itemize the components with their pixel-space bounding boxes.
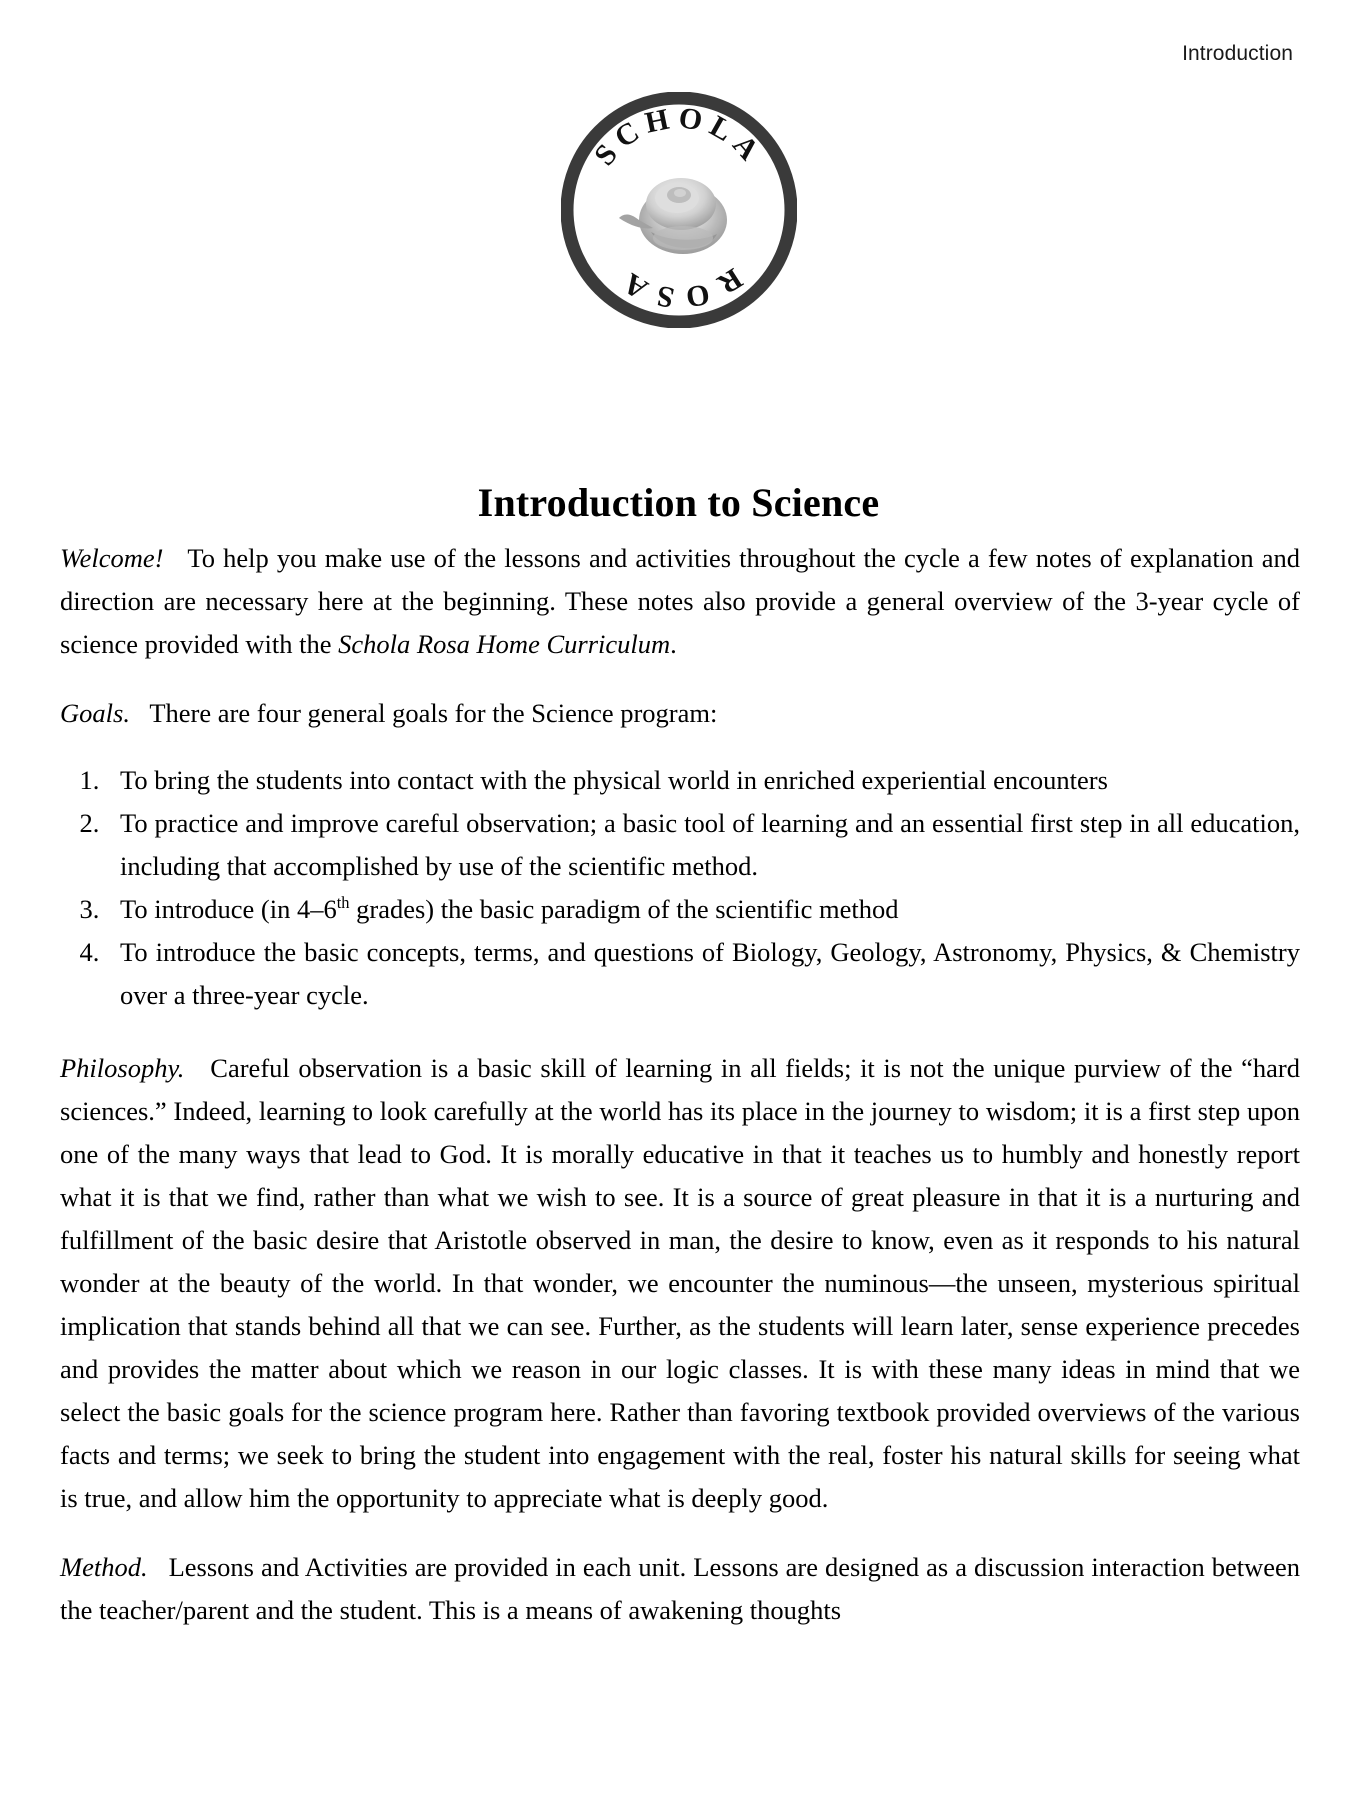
paragraph-welcome: [60, 537, 1300, 666]
list-item: 2. To practice and improve careful observation; a basic tool of learning and an essential first step in all education, including that accomplished by use of the scientific method.: [106, 802, 1300, 888]
paragraph-philosophy: [60, 1047, 1300, 1520]
philosophy-lead: Philosophy.: [60, 1053, 185, 1083]
logo-bottom-text: ROSA: [609, 261, 748, 316]
body-column: [60, 537, 1300, 1658]
goals-list: [60, 759, 1300, 1017]
welcome-lead: Welcome!: [60, 543, 164, 573]
goals-text: There are four general goals for the Science program:: [149, 698, 718, 728]
welcome-italic-tail: Schola Rosa Home Curriculum: [338, 629, 671, 659]
logo-container: [0, 92, 1357, 328]
welcome-text: To help you make use of the lessons and activities throughout the cycle a few notes of explanation and direction are necessary here at the beginning. These notes also provide a general overview of the 3-year cycle of science provided with the: [60, 543, 1300, 659]
method-lead: Method.: [60, 1552, 148, 1582]
method-text: Lessons and Activities are provided in each unit. Lessons are designed as a discussion interaction between the teacher/parent and the student. This is a means of awakening thoughts: [60, 1552, 1300, 1625]
paragraph-goals-intro: [60, 692, 1300, 735]
goals-lead: Goals.: [60, 698, 130, 728]
list-item-prefix: To introduce (in 4–6: [120, 894, 337, 924]
welcome-tail-end: .: [670, 629, 677, 659]
rose-illustration: [619, 178, 727, 254]
page-title: Introduction to Science: [477, 479, 880, 525]
schola-rosa-logo: [561, 92, 797, 328]
list-item: 4. To introduce the basic concepts, terms, and questions of Biology, Geology, Astronomy, Physics, & Chemistry over a three-year cycle.: [106, 931, 1300, 1017]
logo-top-text: SCHOLA: [587, 101, 770, 172]
running-header: Introduction: [1182, 42, 1293, 65]
list-item-suffix: grades) the basic paradigm of the scientific method: [349, 894, 899, 924]
list-item: 1. To bring the students into contact with the physical world in enriched experiential encounters: [106, 759, 1300, 802]
list-item: [106, 888, 1300, 931]
ordinal-suffix: th: [336, 893, 350, 913]
paragraph-method: [60, 1546, 1300, 1632]
philosophy-text: Careful observation is a basic skill of learning in all fields; it is not the unique purview of the “hard sciences.” Indeed, learning to look carefully at the world has its place in the journey to wisdom; it is a first step upon one of the many ways that lead to God. It is morally educative in that it teaches us to humbly and honestly report what it is that we find, rather than what we wish to see. It is a source of great pleasure in that it is a nurturing and fulfillment of the basic desire that Aristotle observed in man, the desire to know, even as it responds to his natural wonder at the beauty of the world. In that wonder, we encounter the numinous—the unseen, mysterious spiritual implication that stands behind all that we can see. Further, as the students will learn later, sense experience precedes and provides the matter about which we reason in our logic classes. It is with these many ideas in mind that we select the basic goals for the science program here. Rather than favoring textbook provided overviews of the various facts and terms; we seek to bring the student into engagement with the real, foster his natural skills for seeing what is true, and allow him the opportunity to appreciate what is deeply good.: [60, 1053, 1300, 1513]
